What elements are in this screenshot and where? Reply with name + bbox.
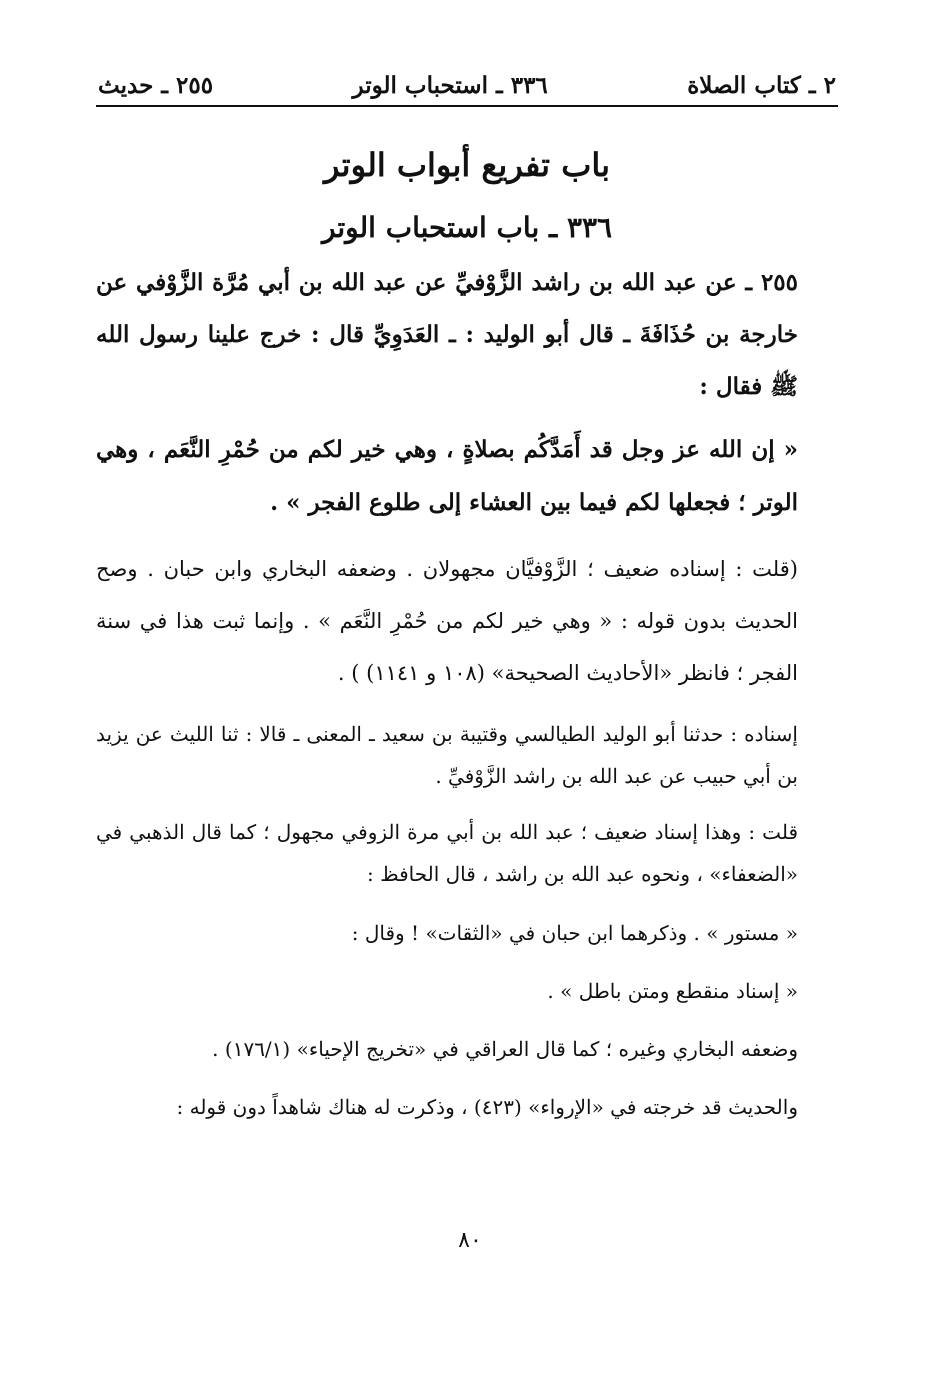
header-book-title: ٢ ـ كتاب الصلاة: [687, 72, 836, 99]
header-hadith-number: ٢٥٥ ـ حديث: [98, 72, 214, 99]
bukhari-note: وضعفه البخاري وغيره ؛ كما قال العراقي في «تخريج الإحياء» (١٧٦/١) .: [212, 1037, 798, 1061]
page-number: ٨٠: [458, 1228, 482, 1253]
hadith-matn: « إن الله عز وجل قد أَمَدَّكُم بصلاةٍ ، وهي خير لكم من حُمْرِ النَّعَم ، وهي الوتر ؛ فجعلها لكم فيما بين العشاء إلى طلوع الفجر » .: [96, 436, 798, 516]
irwa-note: والحديث قد خرجته في «الإرواء» (٤٢٣) ، وذكرت له هناك شاهداً دون قوله :: [176, 1095, 798, 1119]
chapter-title: باب تفريع أبواب الوتر: [324, 146, 610, 184]
isnad-note: قلت : وهذا إسناد ضعيف ؛ عبد الله بن أبي مرة الزوفي مجهول ؛ كما قال الذهبي في «الضعفاء» ، ونحوه عبد الله بن راشد ، قال الحافظ :: [96, 820, 798, 886]
hadith-text: ٢٥٥ ـ عن عبد الله بن راشد الزَّوْفيِّ عن عبد الله بن أبي مُرَّة الزَّوْفي عن خارجة بن حُذَافَةَ ـ قال أبو الوليد : ـ العَدَوِيِّ قال : خرج علينا رسول الله ﷺ فقال :: [96, 269, 798, 400]
grading-comment: (قلت : إسناده ضعيف ؛ الزَّوْفيَّان مجهولان . وضعفه البخاري وابن حبان . وصح الحديث بدون قوله : « وهي خير لكم من حُمْرِ النَّعَم » . وإنما ثبت هذا في سنة الفجر ؛ فانظر «الأحاديث الصحيحة» (١٠٨ و ١١٤١) ) .: [96, 557, 798, 685]
book-page: [96, 60, 838, 1373]
section-title: ٣٣٦ ـ باب استحباب الوتر: [321, 211, 613, 244]
quote-munqati: « إسناد منقطع ومتن باطل » .: [547, 979, 798, 1003]
running-header: [96, 60, 838, 107]
quote-mastur: « مستور » . وذكرهما ابن حبان في «الثقات» ! وقال :: [351, 921, 798, 945]
header-chapter: ٣٣٦ ـ استحباب الوتر: [352, 72, 548, 99]
isnad-text: إسناده : حدثنا أبو الوليد الطيالسي وقتيبة بن سعيد ـ المعنى ـ قالا : ثنا الليث عن يزيد بن أبي حبيب عن عبد الله بن راشد الزَّوْفيِّ .: [96, 722, 798, 788]
